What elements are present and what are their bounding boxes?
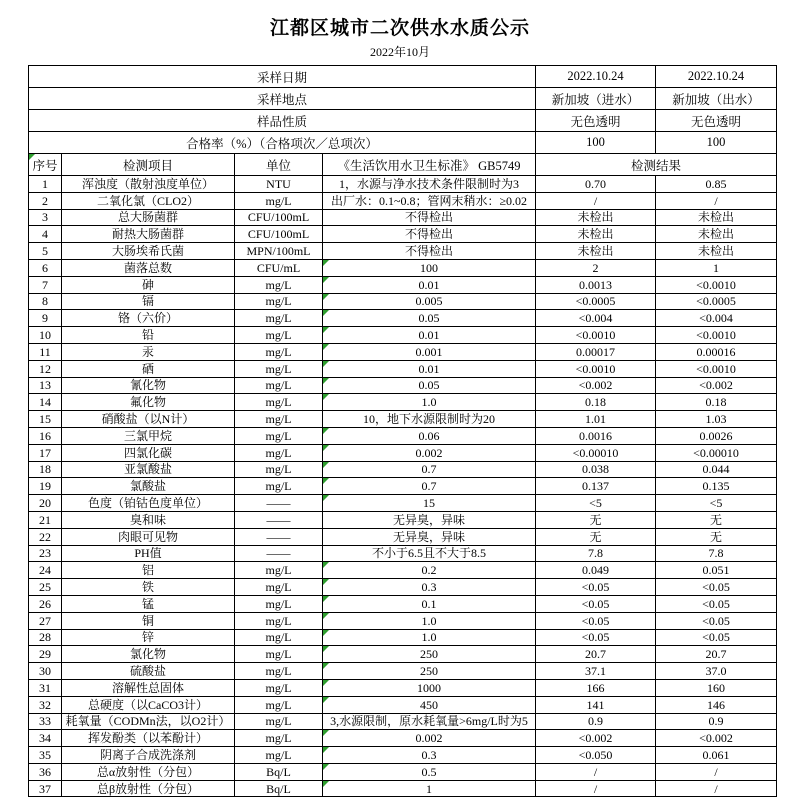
row-result-inlet: 未检出 (536, 209, 656, 226)
row-result-inlet: / (536, 192, 656, 209)
row-number: 30 (29, 663, 62, 680)
row-unit: mg/L (235, 713, 323, 730)
row-result-inlet: <0.0010 (536, 360, 656, 377)
row-item-name: 肉眼可见物 (62, 528, 235, 545)
row-item-name: 硒 (62, 360, 235, 377)
row-result-inlet: <0.050 (536, 747, 656, 764)
row-result-inlet: 2 (536, 259, 656, 276)
table-row (29, 176, 777, 193)
row-unit: —— (235, 495, 323, 512)
table-row (29, 327, 777, 344)
row-standard-limit: 0.3 (323, 579, 536, 596)
row-result-inlet: 166 (536, 679, 656, 696)
row-unit: mg/L (235, 192, 323, 209)
row-result-outlet: 无 (656, 511, 777, 528)
table-row (29, 259, 777, 276)
row-number: 32 (29, 696, 62, 713)
row-standard-limit: 0.01 (323, 327, 536, 344)
row-result-inlet: <0.0005 (536, 293, 656, 310)
row-unit: mg/L (235, 394, 323, 411)
row-unit: mg/L (235, 696, 323, 713)
table-row (29, 461, 777, 478)
row-item-name: 氯酸盐 (62, 478, 235, 495)
row-result-inlet: 37.1 (536, 663, 656, 680)
row-unit: mg/L (235, 629, 323, 646)
row-number: 31 (29, 679, 62, 696)
table-row (29, 579, 777, 596)
table-row (29, 663, 777, 680)
table-row (29, 646, 777, 663)
row-item-name: 总硬度（以CaCO3计） (62, 696, 235, 713)
row-standard-limit: 1，水源与净水技术条件限制时为3 (323, 176, 536, 193)
row-result-outlet: 146 (656, 696, 777, 713)
row-number: 24 (29, 562, 62, 579)
row-result-outlet: 0.0026 (656, 427, 777, 444)
row-result-inlet: <0.05 (536, 595, 656, 612)
col-header-no: 序号 (29, 154, 62, 176)
row-standard-limit: 0.05 (323, 310, 536, 327)
row-standard-limit: 0.005 (323, 293, 536, 310)
table-row (29, 511, 777, 528)
row-number: 6 (29, 259, 62, 276)
row-result-outlet: 0.051 (656, 562, 777, 579)
row-result-inlet: / (536, 763, 656, 780)
col-header-unit: 单位 (235, 154, 323, 176)
row-result-outlet: 1 (656, 259, 777, 276)
col-header-item: 检测项目 (62, 154, 235, 176)
table-row (29, 226, 777, 243)
row-result-inlet: 0.00017 (536, 343, 656, 360)
page-subtitle: 2022年10月 (369, 45, 430, 59)
row-result-outlet: 0.061 (656, 747, 777, 764)
info-value-inlet: 2022.10.24 (536, 66, 656, 88)
row-unit: mg/L (235, 444, 323, 461)
row-result-outlet: 无 (656, 528, 777, 545)
row-number: 26 (29, 595, 62, 612)
row-item-name: 砷 (62, 276, 235, 293)
row-item-name: 硝酸盐（以N计） (62, 411, 235, 428)
row-item-name: 氟化物 (62, 394, 235, 411)
row-unit: mg/L (235, 612, 323, 629)
row-result-outlet: 0.9 (656, 713, 777, 730)
row-result-outlet: <0.00010 (656, 444, 777, 461)
row-number: 11 (29, 343, 62, 360)
table-row (29, 495, 777, 512)
row-number: 7 (29, 276, 62, 293)
row-standard-limit: 无异臭，异味 (323, 528, 536, 545)
table-row (29, 747, 777, 764)
row-item-name: 浑浊度（散射浊度单位） (62, 176, 235, 193)
row-item-name: 挥发酚类（以苯酚计） (62, 730, 235, 747)
row-result-outlet: <0.002 (656, 730, 777, 747)
info-value-outlet: 100 (656, 132, 777, 154)
page-title: 江都区城市二次供水水质公示 (269, 18, 530, 39)
table-row (29, 612, 777, 629)
row-result-outlet: 未检出 (656, 243, 777, 260)
row-unit: —— (235, 511, 323, 528)
row-result-outlet: 未检出 (656, 226, 777, 243)
row-standard-limit: 无异臭，异味 (323, 511, 536, 528)
table-row (29, 293, 777, 310)
row-unit: mg/L (235, 595, 323, 612)
row-result-inlet: 未检出 (536, 243, 656, 260)
row-number: 19 (29, 478, 62, 495)
table-row (29, 360, 777, 377)
col-header-standard: 《生活饮用水卫生标准》 GB5749 (323, 154, 536, 176)
table-row (29, 243, 777, 260)
row-result-outlet: <0.05 (656, 595, 777, 612)
row-number: 17 (29, 444, 62, 461)
row-result-inlet: / (536, 780, 656, 797)
row-item-name: 铁 (62, 579, 235, 596)
row-standard-limit: 0.2 (323, 562, 536, 579)
row-result-outlet: 0.044 (656, 461, 777, 478)
row-unit: mg/L (235, 427, 323, 444)
info-label: 采样日期 (29, 66, 536, 88)
row-item-name: 溶解性总固体 (62, 679, 235, 696)
row-result-inlet: <0.004 (536, 310, 656, 327)
table-row (29, 394, 777, 411)
row-standard-limit: 450 (323, 696, 536, 713)
row-result-inlet: <5 (536, 495, 656, 512)
table-row (29, 478, 777, 495)
row-unit: mg/L (235, 478, 323, 495)
row-standard-limit: 100 (323, 259, 536, 276)
row-standard-limit: 0.1 (323, 595, 536, 612)
row-item-name: PH值 (62, 545, 235, 562)
row-result-inlet: <0.05 (536, 629, 656, 646)
row-result-inlet: <0.00010 (536, 444, 656, 461)
row-result-inlet: 无 (536, 528, 656, 545)
row-number: 3 (29, 209, 62, 226)
row-number: 27 (29, 612, 62, 629)
table-row (29, 545, 777, 562)
row-unit: mg/L (235, 646, 323, 663)
table-row (29, 763, 777, 780)
row-result-outlet: <0.05 (656, 612, 777, 629)
row-unit: mg/L (235, 327, 323, 344)
row-standard-limit: 0.06 (323, 427, 536, 444)
table-row (29, 562, 777, 579)
info-value-inlet: 100 (536, 132, 656, 154)
row-number: 20 (29, 495, 62, 512)
row-standard-limit: 0.5 (323, 763, 536, 780)
row-unit: —— (235, 528, 323, 545)
row-standard-limit: 0.001 (323, 343, 536, 360)
row-unit: mg/L (235, 360, 323, 377)
row-standard-limit: 0.002 (323, 444, 536, 461)
row-result-outlet: / (656, 780, 777, 797)
row-item-name: 四氯化碳 (62, 444, 235, 461)
table-row (29, 444, 777, 461)
row-result-inlet: <0.05 (536, 579, 656, 596)
row-result-outlet: / (656, 192, 777, 209)
row-standard-limit: 1.0 (323, 612, 536, 629)
row-standard-limit: 10，地下水源限制时为20 (323, 411, 536, 428)
row-result-inlet: 无 (536, 511, 656, 528)
row-standard-limit: 0.05 (323, 377, 536, 394)
row-result-outlet: 160 (656, 679, 777, 696)
row-result-inlet: 0.70 (536, 176, 656, 193)
row-unit: mg/L (235, 679, 323, 696)
info-value-inlet: 新加坡（进水） (536, 88, 656, 110)
table-row (29, 209, 777, 226)
row-unit: NTU (235, 176, 323, 193)
row-standard-limit: 0.01 (323, 276, 536, 293)
row-result-outlet: <5 (656, 495, 777, 512)
row-unit: Bq/L (235, 780, 323, 797)
row-unit: mg/L (235, 730, 323, 747)
table-row (29, 629, 777, 646)
row-standard-limit: 0.3 (323, 747, 536, 764)
row-result-outlet: 0.00016 (656, 343, 777, 360)
col-header-result: 检测结果 (536, 154, 777, 176)
row-result-outlet: / (656, 763, 777, 780)
table-row (29, 730, 777, 747)
row-unit: mg/L (235, 293, 323, 310)
table-row (29, 343, 777, 360)
row-result-inlet: <0.05 (536, 612, 656, 629)
row-unit: mg/L (235, 377, 323, 394)
row-standard-limit: 1 (323, 780, 536, 797)
row-number: 12 (29, 360, 62, 377)
row-result-inlet: 1.01 (536, 411, 656, 428)
row-standard-limit: 1000 (323, 679, 536, 696)
row-number: 9 (29, 310, 62, 327)
row-item-name: 锌 (62, 629, 235, 646)
row-number: 34 (29, 730, 62, 747)
row-result-outlet: <0.0010 (656, 327, 777, 344)
row-unit: mg/L (235, 663, 323, 680)
row-number: 18 (29, 461, 62, 478)
row-unit: Bq/L (235, 763, 323, 780)
row-unit: mg/L (235, 579, 323, 596)
row-standard-limit: 250 (323, 646, 536, 663)
row-result-inlet: 0.9 (536, 713, 656, 730)
row-unit: MPN/100mL (235, 243, 323, 260)
row-item-name: 总β放射性（分包） (62, 780, 235, 797)
info-value-outlet: 无色透明 (656, 110, 777, 132)
row-unit: mg/L (235, 461, 323, 478)
row-standard-limit: 不小于6.5且不大于8.5 (323, 545, 536, 562)
table-row (29, 780, 777, 797)
row-unit: —— (235, 545, 323, 562)
row-unit: mg/L (235, 343, 323, 360)
row-item-name: 氯化物 (62, 646, 235, 663)
row-unit: CFU/mL (235, 259, 323, 276)
table-row (29, 528, 777, 545)
water-quality-table (28, 65, 777, 797)
row-result-outlet: <0.0010 (656, 360, 777, 377)
table-row (29, 679, 777, 696)
row-standard-limit: 250 (323, 663, 536, 680)
column-header-row (29, 154, 777, 176)
info-label: 采样地点 (29, 88, 536, 110)
row-unit: mg/L (235, 747, 323, 764)
row-number: 8 (29, 293, 62, 310)
row-result-outlet: <0.05 (656, 579, 777, 596)
row-result-inlet: 20.7 (536, 646, 656, 663)
row-unit: mg/L (235, 562, 323, 579)
row-number: 10 (29, 327, 62, 344)
row-standard-limit: 1.0 (323, 629, 536, 646)
row-standard-limit: 0.01 (323, 360, 536, 377)
info-row-pass-rate (29, 132, 777, 154)
row-item-name: 三氯甲烷 (62, 427, 235, 444)
row-item-name: 耗氧量（CODMn法，以O2计） (62, 713, 235, 730)
info-value-inlet: 无色透明 (536, 110, 656, 132)
row-standard-limit: 0.002 (323, 730, 536, 747)
info-label: 样品性质 (29, 110, 536, 132)
info-value-outlet: 新加坡（出水） (656, 88, 777, 110)
row-standard-limit: 0.7 (323, 461, 536, 478)
row-number: 21 (29, 511, 62, 528)
table-row (29, 276, 777, 293)
row-result-inlet: <0.0010 (536, 327, 656, 344)
row-result-outlet: <0.05 (656, 629, 777, 646)
info-row-sample-nature (29, 110, 777, 132)
row-item-name: 耐热大肠菌群 (62, 226, 235, 243)
row-item-name: 铅 (62, 327, 235, 344)
row-result-outlet: 0.135 (656, 478, 777, 495)
row-number: 5 (29, 243, 62, 260)
row-item-name: 二氧化氯（CLO2） (62, 192, 235, 209)
table-row (29, 310, 777, 327)
info-value-outlet: 2022.10.24 (656, 66, 777, 88)
row-number: 1 (29, 176, 62, 193)
row-unit: CFU/100mL (235, 209, 323, 226)
row-result-outlet: <0.0005 (656, 293, 777, 310)
row-result-inlet: 7.8 (536, 545, 656, 562)
row-number: 35 (29, 747, 62, 764)
table-row (29, 377, 777, 394)
row-result-inlet: <0.002 (536, 377, 656, 394)
row-result-inlet: 未检出 (536, 226, 656, 243)
row-standard-limit: 出厂水：0.1~0.8；管网末稍水：≥0.02 (323, 192, 536, 209)
row-result-outlet: 20.7 (656, 646, 777, 663)
row-standard-limit: 不得检出 (323, 209, 536, 226)
row-number: 13 (29, 377, 62, 394)
row-standard-limit: 3,水源限制，原水耗氧量>6mg/L时为5 (323, 713, 536, 730)
row-number: 4 (29, 226, 62, 243)
row-number: 28 (29, 629, 62, 646)
row-number: 25 (29, 579, 62, 596)
row-item-name: 阴离子合成洗涤剂 (62, 747, 235, 764)
row-item-name: 锰 (62, 595, 235, 612)
table-row (29, 595, 777, 612)
table-row (29, 192, 777, 209)
row-number: 22 (29, 528, 62, 545)
row-number: 37 (29, 780, 62, 797)
row-number: 23 (29, 545, 62, 562)
row-result-inlet: 0.049 (536, 562, 656, 579)
row-item-name: 镉 (62, 293, 235, 310)
row-item-name: 亚氯酸盐 (62, 461, 235, 478)
row-result-outlet: <0.004 (656, 310, 777, 327)
row-unit: mg/L (235, 310, 323, 327)
row-result-inlet: 0.137 (536, 478, 656, 495)
row-number: 29 (29, 646, 62, 663)
info-row-sampling-location (29, 88, 777, 110)
table-row (29, 713, 777, 730)
row-result-outlet: 7.8 (656, 545, 777, 562)
row-item-name: 菌落总数 (62, 259, 235, 276)
row-unit: CFU/100mL (235, 226, 323, 243)
info-label: 合格率（%）（合格项次／总项次） (29, 132, 536, 154)
row-result-outlet: 未检出 (656, 209, 777, 226)
row-number: 16 (29, 427, 62, 444)
table-row (29, 411, 777, 428)
row-item-name: 大肠埃希氏菌 (62, 243, 235, 260)
row-number: 15 (29, 411, 62, 428)
row-result-inlet: 0.038 (536, 461, 656, 478)
row-result-inlet: <0.002 (536, 730, 656, 747)
row-standard-limit: 15 (323, 495, 536, 512)
row-standard-limit: 不得检出 (323, 243, 536, 260)
row-number: 14 (29, 394, 62, 411)
row-item-name: 硫酸盐 (62, 663, 235, 680)
row-item-name: 总α放射性（分包） (62, 763, 235, 780)
row-unit: mg/L (235, 411, 323, 428)
row-number: 33 (29, 713, 62, 730)
row-standard-limit: 1.0 (323, 394, 536, 411)
row-item-name: 总大肠菌群 (62, 209, 235, 226)
row-standard-limit: 0.7 (323, 478, 536, 495)
row-result-outlet: <0.002 (656, 377, 777, 394)
row-result-outlet: 37.0 (656, 663, 777, 680)
row-result-inlet: 0.0013 (536, 276, 656, 293)
row-item-name: 氰化物 (62, 377, 235, 394)
table-row (29, 696, 777, 713)
row-result-outlet: 0.85 (656, 176, 777, 193)
info-row-sampling-date (29, 66, 777, 88)
row-result-outlet: 1.03 (656, 411, 777, 428)
row-result-inlet: 0.0016 (536, 427, 656, 444)
row-item-name: 铬（六价） (62, 310, 235, 327)
row-number: 36 (29, 763, 62, 780)
row-unit: mg/L (235, 276, 323, 293)
row-result-outlet: <0.0010 (656, 276, 777, 293)
row-result-outlet: 0.18 (656, 394, 777, 411)
row-item-name: 铜 (62, 612, 235, 629)
row-item-name: 臭和味 (62, 511, 235, 528)
row-result-inlet: 141 (536, 696, 656, 713)
row-item-name: 铝 (62, 562, 235, 579)
row-result-inlet: 0.18 (536, 394, 656, 411)
row-item-name: 汞 (62, 343, 235, 360)
row-number: 2 (29, 192, 62, 209)
table-row (29, 427, 777, 444)
row-item-name: 色度（铂钴色度单位） (62, 495, 235, 512)
row-standard-limit: 不得检出 (323, 226, 536, 243)
